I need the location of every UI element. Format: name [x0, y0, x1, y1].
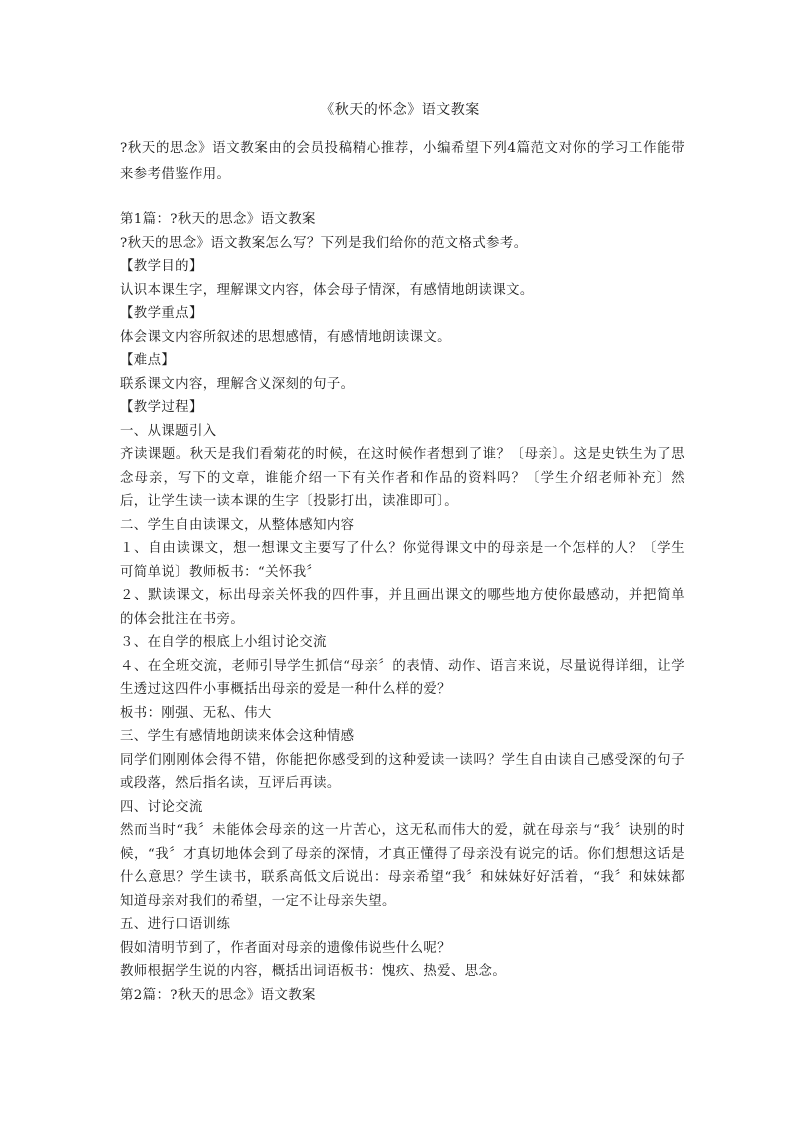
step-heading: 四、讨论交流 — [120, 799, 203, 815]
intro-paragraph: ?秋天的思念》语文教案由的会员投稿精心推荐，小编希望下列4篇范文对你的学习工作能带来参考借鉴作用。 — [120, 141, 685, 182]
list-item: １、自由读课文，想一想课文主要写了什么？你觉得课文中的母亲是一个怎样的人？〔学生可简单说〕教师板书：“关怀我〞 — [120, 541, 685, 580]
list-item: ２、默读课文，标出母亲关怀我的四件事，并且画出课文的哪些地方使你最感动，并把简单的体会批注在书旁。 — [120, 588, 685, 627]
step-heading: 五、进行口语训练 — [120, 917, 231, 932]
paragraph: 联系课文内容，理解含义深刻的句子。 — [120, 376, 355, 392]
document-title: 《秋天的怀念》语文教案 — [320, 102, 480, 118]
paragraph: 假如清明节到了，作者面对母亲的遗像伟说些什么呢？ — [120, 940, 451, 956]
heading-teaching-focus: 【教学重点】 — [120, 306, 203, 321]
step-heading: 三、学生有感情地朗读来体会这种情感 — [120, 729, 355, 744]
section-heading-1: 第1篇：?秋天的思念》语文教案 — [120, 212, 316, 227]
paragraph: 认识本课生字，理解课文内容，体会母子情深，有感情地朗读课文。 — [120, 282, 534, 298]
list-item: ４、在全班交流，老师引导学生抓信“母亲〞的表情、动作、语言来说，尽量说得详细，让学生透过这四件小事概括出母亲的爱是一种什么样的爱？ — [120, 658, 685, 697]
document-body — [120, 136, 685, 1007]
paragraph: 同学们刚刚体会得不错，你能把你感受到的这种爱读一读吗？学生自由读自己感受深的句子或段落，然后指名读，互评后再读。 — [120, 752, 685, 791]
paragraph: 然而当时“我〞未能体会母亲的这一片苦心，这无私而伟大的爱，就在母亲与“我〞诀别的时候，“我〞才真切地体会到了母亲的深情，才真正懂得了母亲没有说完的话。你们想想这话是什么意思？学生读书，联系高低文后说出：母亲希望“我〞和妹妹好好活着，“我〞和妹妹都知道母亲对我们的希望，一定不让母亲失望。 — [120, 823, 685, 909]
heading-difficulty: 【难点】 — [120, 353, 176, 368]
step-heading: 一、从课题引入 — [120, 423, 217, 439]
heading-teaching-goal: 【教学目的】 — [120, 259, 203, 274]
paragraph: 体会课文内容所叙述的思想感情，有感情地朗读课文。 — [120, 329, 451, 345]
paragraph: 板书：刚强、无私、伟大 — [120, 705, 272, 721]
heading-teaching-process: 【教学过程】 — [120, 400, 203, 415]
step-heading: 二、学生自由读课文，从整体感知内容 — [120, 517, 355, 533]
paragraph-gap — [120, 188, 685, 208]
paragraph: ?秋天的思念》语文教案怎么写？下列是我们给你的范文格式参考。 — [120, 235, 528, 251]
list-item: ３、在自学的根底上小组讨论交流 — [120, 635, 327, 650]
section-heading-2: 第2篇：?秋天的思念》语文教案 — [120, 987, 316, 1003]
paragraph: 教师根据学生说的内容，概括出词语板书：愧疚、热爱、思念。 — [120, 964, 507, 979]
paragraph: 齐读课题。秋天是我们看菊花的时候，在这时候作者想到了谁？〔母亲〕。这是史铁生为了思念母亲，写下的文章，谁能介绍一下有关作者和作品的资料吗？〔学生介绍老师补充〕然后，让学生读一读本课的生字〔投影打出，读准即可〕。 — [120, 447, 685, 509]
